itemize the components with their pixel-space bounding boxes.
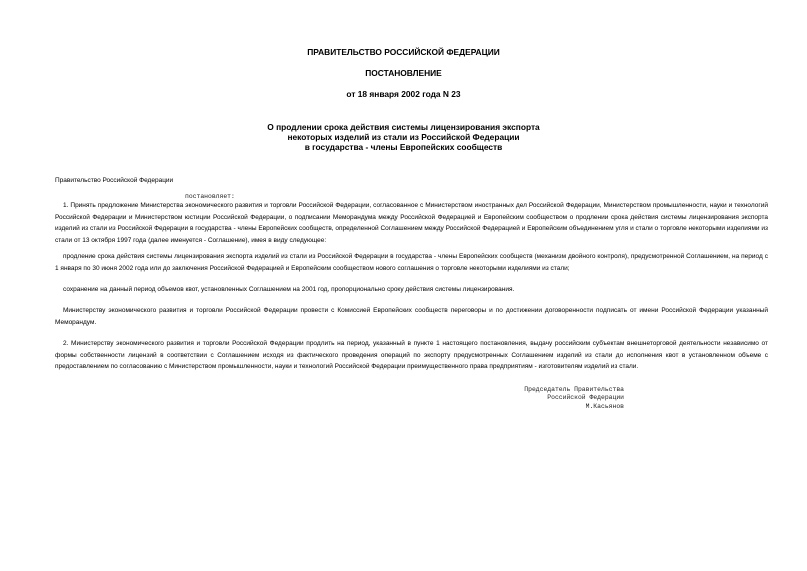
title-line: некоторых изделий из стали из Российской Федерации (287, 132, 520, 142)
title-line: О продлении срока действия системы лицензирования экспорта (267, 122, 540, 132)
paragraph-1: 1. Принять предложение Министерства экономического развития и торговли Российской Федерации, согласованное с Министерством иностранных дел Российской Федерации, Министерством промышленности, науки и технологий Российской Федерации и Министерством юстиции Российской Федерации, о подписании Меморандума между Российской Федерацией и Европейским сообществом о продлении срока действия системы лицензирования экспорта изделий из стали из Российской Федерации в государства - члены Европейских сообществ, определенной Соглашением между Российской Федерацией и Европейским объединением угля и стали о торговле некоторыми изделиями из стали от 13 октября 1997 года (далее именуется - Соглашение), имея в виду следующее: (55, 202, 768, 244)
signature-position: Председатель Правительства (524, 386, 624, 393)
paragraph-2: 2. Министерству экономического развития и торговли Российской Федерации продлить на период, указанный в пункте 1 настоящего постановления, выдачу российским субъектам внешнеторговой деятельности независимо от формы собственности лицензий в соответствии с Соглашением исходя из фактического проведения операций по экспорту предусмотренных Соглашением изделий из стали до исполнения квот в установленном объеме с предоставлением по согласованию с Министерством промышленности, науки и технологий Российской Федерации преимущественного права предприятиям - изготовителям изделий из стали. (55, 340, 768, 370)
paragraph-1b: сохранение на данный период объемов квот, установленных Соглашением на 2001 год, пропорционально сроку действия системы лицензирования. (63, 286, 515, 293)
issuing-authority: ПРАВИТЕЛЬСТВО РОССИЙСКОЙ ФЕДЕРАЦИИ (307, 47, 500, 57)
document-title (0, 122, 807, 152)
preamble: Правительство Российской Федерации (55, 177, 174, 184)
signature-name: М.Касьянов (585, 402, 624, 410)
title-line: в государства - члены Европейских сообществ (304, 142, 503, 152)
paragraph-1c: Министерству экономического развития и торговли Российской Федерации провести с Комиссией Европейских сообществ переговоры и по достижении договоренности подписать от имени Российской Федерации указанный Меморандум. (55, 307, 768, 326)
paragraph-1a: продление срока действия системы лицензирования экспорта изделий из стали из Российской Федерации в государства - члены Европейских сообществ (механизм двойного контроля), предусмотренной Соглашением, на период с 1 января по 30 июня 2002 года или до заключения Российской Федерацией и Европейским сообществом нового соглашения о торговле некоторыми изделиями из стали; (55, 253, 768, 272)
signature-country: Российской Федерации (547, 394, 624, 402)
decree-word: постановляет: (185, 193, 235, 200)
signature-block (524, 386, 624, 411)
document-date-number: от 18 января 2002 года N 23 (346, 89, 461, 99)
document-type: ПОСТАНОВЛЕНИЕ (365, 68, 442, 78)
